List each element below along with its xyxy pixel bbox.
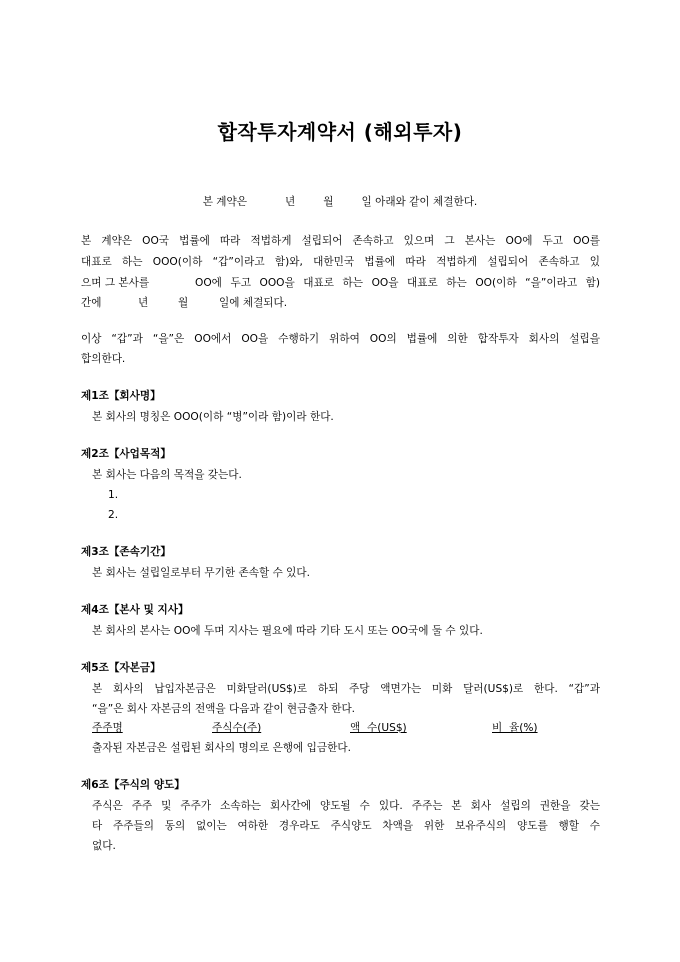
purpose-line-2: 합의한다. xyxy=(81,353,126,365)
col-share-count: 주식수(주) xyxy=(212,722,262,734)
article-4-body: 본 회사의 본사는 OO에 두며 지사는 필요에 따라 기타 도시 또는 OO국에 둘 수 있다. xyxy=(92,625,483,637)
date-month-label: 월 xyxy=(323,196,334,208)
intro-line-3: 으며 그 본사를 OO에 두고 OOO을 대표로 하는 OO을 대표로 하는 OO(이하 “을”이라고 함) xyxy=(81,277,600,289)
article-2-item-2: 2. xyxy=(108,509,119,521)
article-5-line-2: “을”은 회사 자본금의 전액을 다음과 같이 현금출자 한다. xyxy=(92,703,356,715)
contract-date-line xyxy=(0,195,680,209)
article-6-line-2: 타 주주들의 동의 없이는 여하한 경우라도 주식양도 차액을 위한 보유주식의 양도를 행할 수 xyxy=(92,820,600,832)
document-page: 합작투자계약서 (해외투자) 본 계약은 년 월 일 아래와 같이 체결한다. 본 계약은 OO국 법률에 따라 적법하게 설립되어 존속하고 있으며 그 본사는 OO에 두고 OO를 대표로 하는 OOO(이하 “갑”이라고 함)와, 대한민국 법률에 따라 적법하게 설립되어 존속하고 있 으며 그 본사를 OO에 두고 OOO을 대표로 하는 OO을 대표로 하는 OO(이하 “을”이라고 함) 간에 년 월 일에 체결되다. 이상 “갑”과 “을”은 OO에서 OO을 수행하기 위하여 OO의 법률에 의한 합작투자 회사의 설립을 합의한다. 제1조【회사명】 본 회사의 명칭은 OOO(이하 “병”이라 함)이라 한다. 제2조【사업목적】 본 회사는 다음의 목적을 갖는다. 1. 2. 제3조【존속기간】 본 회사는 설립일로부터 무기한 존속할 수 있다. 제4조【본사 및 지사】 본 회사의 본사는 OO에 두며 지사는 필요에 따라 기타 도시 또는 OO국에 둘 수 있다. 제5조【자본금】 본 회사의 납입자본금은 미화달러(US$)로 하되 주당 액면가는 미화 달러(US$)로 한다. “갑”과 “을”은 회사 자본금의 전액을 다음과 같이 현금출자 한다. 주주명 주식수(주) 액 수(US$) 비 율(%) 출자된 자본금은 설립된 회사의 명의로 은행에 입금한다. 제6조【주식의 양도】 주식은 주주 및 주주가 소속하는 회사간에 양도될 수 있다. 주주는 본 회사 설립의 권한을 갖는 타 주주들의 동의 없이는 여하한 경우라도 주식양도 차액을 위한 보유주식의 양도를 행할 수 없다. xyxy=(0,0,680,962)
article-2-item-1: 1. xyxy=(108,489,119,501)
date-prefix: 본 계약은 xyxy=(202,196,248,208)
article-3-body: 본 회사는 설립일로부터 무기한 존속할 수 있다. xyxy=(92,567,311,579)
article-4-heading: 제4조【본사 및 지사】 xyxy=(81,604,189,616)
col-amount: 액 수(US$) xyxy=(350,722,407,734)
intro-line-1: 본 계약은 OO국 법률에 따라 적법하게 설립되어 존속하고 있으며 그 본사는 OO에 두고 OO를 xyxy=(81,235,600,247)
article-5-heading: 제5조【자본금】 xyxy=(81,662,161,674)
article-1-heading: 제1조【회사명】 xyxy=(81,390,161,402)
document-title: 합작투자계약서 (해외투자) xyxy=(217,120,463,144)
article-1-body: 본 회사의 명칭은 OOO(이하 “병”이라 함)이라 한다. xyxy=(92,411,334,423)
col-shareholder-name: 주주명 xyxy=(92,722,123,734)
article-6-line-1: 주식은 주주 및 주주가 소속하는 회사간에 양도될 수 있다. 주주는 본 회사 설립의 권한을 갖는 xyxy=(92,800,600,812)
date-year-label: 년 xyxy=(285,196,296,208)
purpose-line-1: 이상 “갑”과 “을”은 OO에서 OO을 수행하기 위하여 OO의 법률에 의한 합작투자 회사의 설립을 xyxy=(81,333,600,345)
date-suffix: 일 아래와 같이 체결한다. xyxy=(361,196,478,208)
article-2-body: 본 회사는 다음의 목적을 갖는다. xyxy=(92,469,242,481)
intro-line-2: 대표로 하는 OOO(이하 “갑”이라고 함)와, 대한민국 법률에 따라 적법하게 설립되어 존속하고 있 xyxy=(81,256,600,268)
article-5-line-3: 출자된 자본금은 설립된 회사의 명의로 은행에 입금한다. xyxy=(92,742,351,754)
article-6-line-3: 없다. xyxy=(92,840,116,852)
col-ratio: 비 율(%) xyxy=(492,722,538,734)
article-6-heading: 제6조【주식의 양도】 xyxy=(81,779,185,791)
article-2-heading: 제2조【사업목적】 xyxy=(81,448,171,460)
article-3-heading: 제3조【존속기간】 xyxy=(81,546,171,558)
article-5-line-1: 본 회사의 납입자본금은 미화달러(US$)로 하되 주당 액면가는 미화 달러(US$)로 한다. “갑”과 xyxy=(92,683,600,695)
